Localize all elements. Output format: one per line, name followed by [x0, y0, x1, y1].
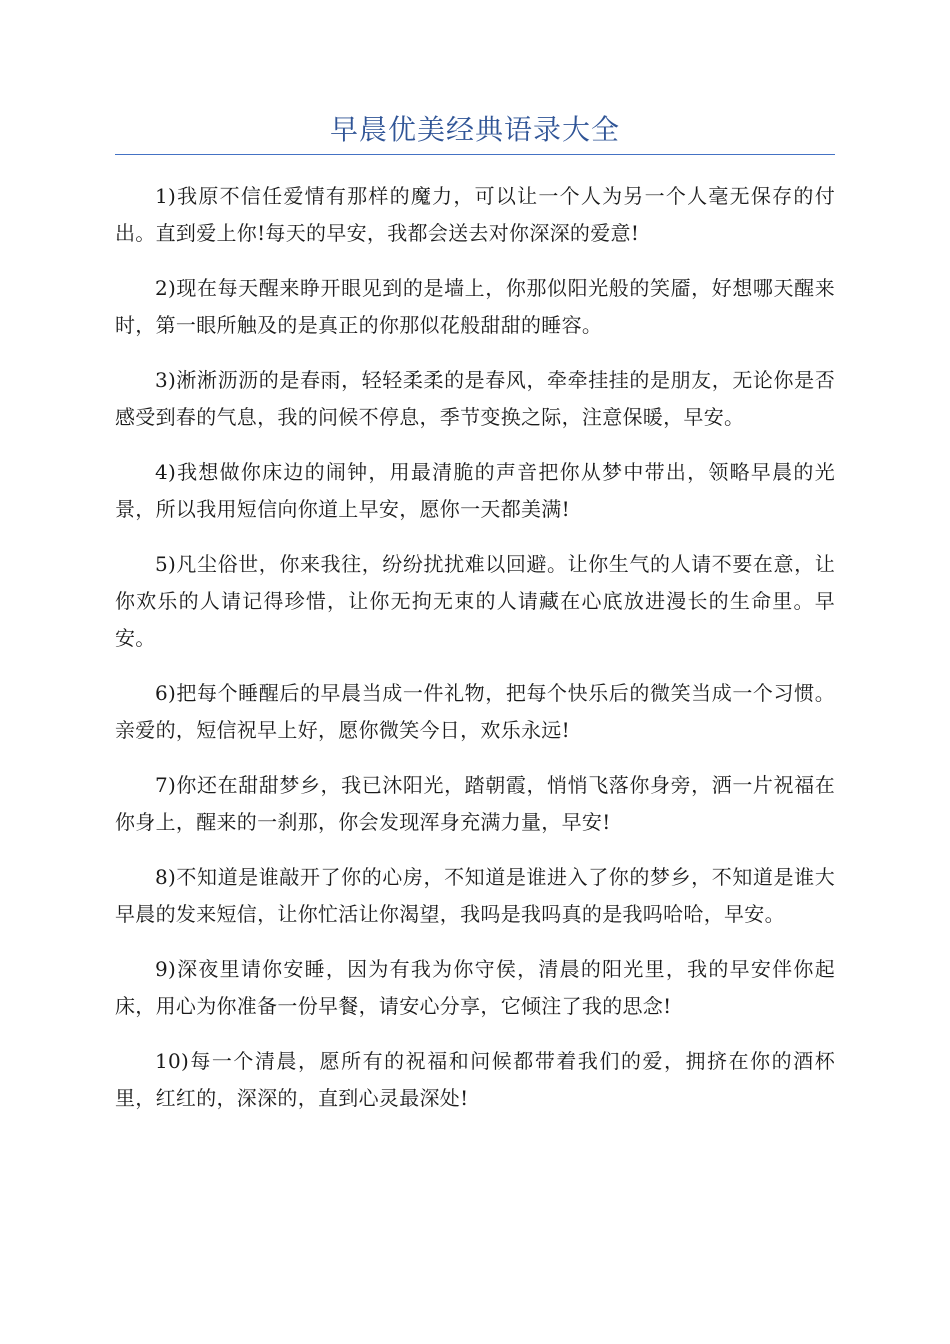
paragraph-3: 3)淅淅沥沥的是春雨，轻轻柔柔的是春风，牵牵挂挂的是朋友，无论你是否感受到春的气息，我的问候不停息，季节变换之际，注意保暖，早安。 [115, 368, 835, 429]
document-body [115, 178, 835, 1135]
title-underline [115, 154, 835, 155]
paragraph-7: 7)你还在甜甜梦乡，我已沐阳光，踏朝霞，悄悄飞落你身旁，洒一片祝福在你身上，醒来的一刹那，你会发现浑身充满力量，早安! [115, 773, 835, 834]
document-title: 早晨优美经典语录大全 [329, 113, 620, 146]
paragraph-8: 8)不知道是谁敲开了你的心房，不知道是谁进入了你的梦乡，不知道是谁大早晨的发来短信，让你忙活让你渴望，我吗是我吗真的是我吗哈哈，早安。 [115, 865, 835, 926]
paragraph-4: 4)我想做你床边的闹钟，用最清脆的声音把你从梦中带出，领略早晨的光景，所以我用短信向你道上早安，愿你一天都美满! [115, 460, 835, 521]
paragraph-1: 1)我原不信任爱情有那样的魔力，可以让一个人为另一个人毫无保存的付出。直到爱上你!每天的早安，我都会送去对你深深的爱意! [115, 184, 835, 245]
paragraph-5: 5)凡尘俗世，你来我往，纷纷扰扰难以回避。让你生气的人请不要在意，让你欢乐的人请记得珍惜，让你无拘无束的人请藏在心底放进漫长的生命里。早安。 [115, 552, 835, 650]
paragraph-6: 6)把每个睡醒后的早晨当成一件礼物，把每个快乐后的微笑当成一个习惯。亲爱的，短信祝早上好，愿你微笑今日，欢乐永远! [115, 681, 835, 742]
paragraph-2: 2)现在每天醒来睁开眼见到的是墙上，你那似阳光般的笑靥，好想哪天醒来时，第一眼所触及的是真正的你那似花般甜甜的睡容。 [115, 276, 835, 337]
paragraph-10: 10)每一个清晨，愿所有的祝福和问候都带着我们的爱，拥挤在你的酒杯里，红红的，深深的，直到心灵最深处! [115, 1049, 835, 1110]
paragraph-9: 9)深夜里请你安睡，因为有我为你守侯，清晨的阳光里，我的早安伴你起床，用心为你准备一份早餐，请安心分享，它倾注了我的思念! [115, 957, 835, 1018]
